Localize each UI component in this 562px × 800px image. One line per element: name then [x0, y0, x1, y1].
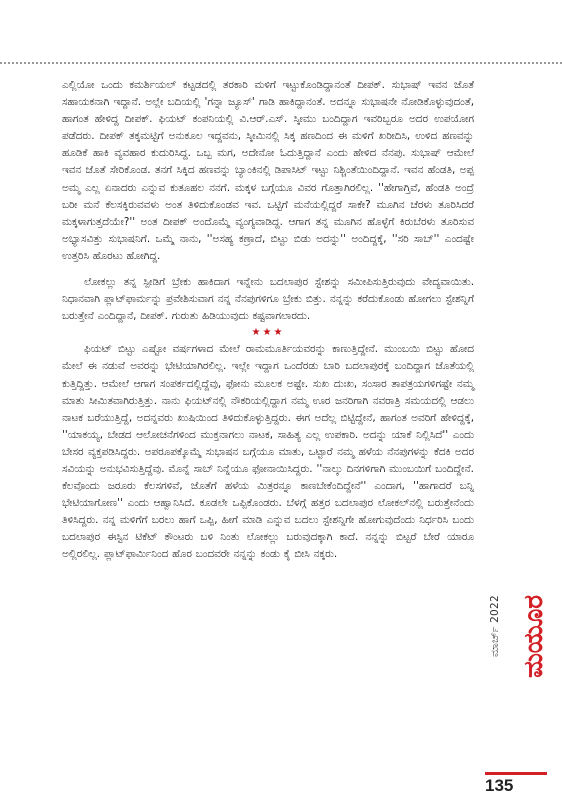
issue-date: ಮಾರ್ಚ್ 2022: [489, 595, 501, 657]
page-number-rule: [485, 772, 547, 775]
paragraph-3: ಫಿಯಟ್ ಬಿಟ್ಟು ಎಷ್ಟೋ ವರ್ಷಗಳಾದ ಮೇಲೆ ರಾಮಮೂರ್ತಿಯವರನ್ನು ಕಾಣುತ್ತಿದ್ದೇನೆ. ಮುಂಬಯಿ ಬಿಟ್ಟು ಹೋದ ಮೇಲೆ ಈ ನಡುವೆ ಅವರನ್ನು ಭೇಟಿಯಾಗಿರಲಿಲ್ಲ. ಇಲ್ಲೇ ಇದ್ದಾಗ ಒಂದೆರಡು ಬಾರಿ ಬದಲಾಪುರಕ್ಕೆ ಬಂದಿದ್ದಾಗ ಜೊತೆಯಲ್ಲಿ ಕುತ್ತಿದ್ದಿತ್ತು. ಆಮೇಲೆ ಆಗಾಗ ಸಂಪರ್ಕದಲ್ಲಿದ್ದೆವು, ಫೋನು ಮೂಲಕ ಅಷ್ಟೇ. ಸುಖ ದುಃಖ, ಸಂಸಾರ ತಾಪತ್ರಯಗಳಿಗಷ್ಟೇ ನಮ್ಮ ಮಾತು ಸೀಮಿತವಾಗಿರುತ್ತಿತ್ತು. ನಾನು ಫಿಯಟ್‌ನಲ್ಲಿ ನೌಕರಿಯಲ್ಲಿದ್ದಾಗ ನಮ್ಮ ಊರ ಜನರಿಗಾಗಿ ನವರಾತ್ರಿ ಸಮಯದಲ್ಲಿ ಆಡಲು ನಾಟಕ ಬರೆಯುತ್ತಿದ್ದೆ, ಅದನ್ನವರು ಖುಷಿಯಿಂದ ತಿಳಿದುಕೊಳ್ಳುತ್ತಿದ್ದರು. ಈಗ ಅದೆಲ್ಲ ಬಿಟ್ಟಿದ್ದೇನೆ, ಹಾಗಂತ ಅವರಿಗೆ ಹೇಳಿದ್ದಕ್ಕೆ, ''ಯಾಕಯ್ಯ, ಬೇಡದ ಆಲೋಚನೆಗಳಿಂದ ಮುಕ್ತನಾಗಲು ನಾಟಕ, ಸಾಹಿತ್ಯ ಎಲ್ಲ ಉಪಕಾರಿ. ಅದನ್ನು ಯಾಕೆ ನಿಲ್ಲಿಸಿದೆ'' ಎಂದು ಬೇಸರ ವ್ಯಕ್ತಪಡಿಸಿದ್ದರು. ಅಪರೂಪಕ್ಕೊಮ್ಮೆ ಸುಭಾಷನ ಬಗ್ಗೆಯೂ ಮಾತು, ಒಟ್ಟಾರೆ ನಮ್ಮ ಹಳೆಯ ನೆನಪುಗಳನ್ನು ಕೆದಕಿ ಅದರ ಸವಿಯನ್ನು ಅನುಭವಿಸುತ್ತಿದ್ದೆವು. ಮೊನ್ನೆ ಸಾಬ್ ನಿನ್ನೆಯೂ ಫೋನಾಯಿಸಿದ್ದರು. ''ನಾಲ್ಕು ದಿನಗಳಿಗಾಗಿ ಮುಂಬಯಿಗೆ ಬಂದಿದ್ದೇನೆ. ಕೆಲವೊಂದು ಜರೂರು ಕೆಲಸಗಳಿವೆ, ಜೊತೆಗೆ ಹಳೆಯ ಮಿತ್ರರನ್ನೂ ಕಾಣಬೇಕೆಂದಿದ್ದೇನೆ'' ಎಂದಾಗ, ''ಹಾಗಾದರೆ ಬನ್ನಿ ಭೇಟಿಯಾಗೋಣ'' ಎಂದು ಆಹ್ವಾನಿಸಿದೆ. ಕೂಡಲೇ ಒಪ್ಪಿಕೊಂಡರು. ಬೆಳಗ್ಗೆ ಹತ್ತರ ಬದಲಾಪುರ ಲೋಕಲ್‌ನಲ್ಲಿ ಬರುತ್ತೇನೆಂದು ತಿಳಿಸಿದ್ದರು. ನನ್ನ ಮಳಿಗೆಗೆ ಬರಲು ಹಾಗೆ ಒಪ್ಪಿ, ಹೀಗೆ ಮಾಡಿ ಎನ್ನುವ ಬದಲು ಸ್ಟೇಶನ್ನಿಗೇ ಹೋಗುವುದೆಂದು ನಿರ್ಧರಿಸಿ ಬಂದು ಬದಲಾಪುರ ಈಸ್ಟಿನ ಟಿಕೆಟ್ ಕೌಂಟರು ಬಳಿ ನಿಂತು ಲೋಕಲ್ಲು ಬರುವುದಕ್ಕಾಗಿ ಕಾದೆ. ನನ್ನನ್ನು ಬಿಟ್ಟರೆ ಬೇರೆ ಯಾರೂ ಅಲ್ಲಿರಲಿಲ್ಲ. ಪ್ಲಾಟ್‌ಫಾರ್ಮಿನಿಂದ ಹೊರ ಬಂದವರೇ ನನ್ನನ್ನು ಕಂಡು ಕೈ ಬೀಸಿ ನಕ್ಕರು.: [62, 343, 474, 561]
magazine-sidebar: [485, 585, 555, 775]
article-body: [62, 77, 474, 564]
paragraph-1: ಎಲ್ಲಿಯೋ ಒಂದು ಕಮರ್ಶಿಯಲ್ ಕಟ್ಟಡದಲ್ಲಿ ತರಕಾರಿ ಮಳಿಗೆ ಇಟ್ಟುಕೊಂಡಿದ್ದಾನಂತೆ ದೀಪಕ್. ಸುಭಾಷ್ ಇವನ ಜೊತೆ ಸಹಾಯಕನಾಗಿ ಇದ್ದಾನೆ. ಅಲ್ಲೇ ಬದಿಯಲ್ಲಿ 'ಗನ್ನಾ ಜ್ಯೂಸ್' ಗಾಡಿ ಹಾಕಿದ್ದಾನಂತೆ. ಅದನ್ನೂ ಸುಭಾಷನೇ ನೋಡಿಕೊಳ್ಳುವುದಂತೆ, ಹಾಗಂತ ಹೇಳಿದ್ದ ದೀಪಕ್. ಫಿಯಟ್ ಕಂಪನಿಯಲ್ಲಿ ವಿ.ಆರ್.ಎಸ್. ಸ್ಕೀಮು ಬಂದಿದ್ದಾಗ ಇವರಿಬ್ಬರೂ ಅದರ ಉಪಯೋಗ ಪಡೆದರು. ದೀಪಕ್ ತಕ್ಕಮಟ್ಟಿಗೆ ಅನುಕೂಲ ಇದ್ದವನು, ಸ್ಕೀಮಿನಲ್ಲಿ ಸಿಕ್ಕ ಹಣದಿಂದ ಈ ಮಳಿಗೆ ಖರೀದಿಸಿ, ಉಳಿದ ಹಣವನ್ನು ಹೂಡಿಕೆ ಹಾಕಿ ವ್ಯವಹಾರ ಕುದುರಿಸಿದ್ದ. ಒಬ್ಬ ಮಗ, ಅದೇನೋ ಓದುತ್ತಿದ್ದಾನೆ ಎಂದು ಹೇಳಿದ ನೆನಪು. ಸುಭಾಷ್ ಆಮೇಲೆ ಇವನ ಜೊತೆ ಸೇರಿಕೊಂಡ. ತನಗೆ ಸಿಕ್ಕಿದ ಹಣವನ್ನು ಬ್ಯಾಂಕಿನಲ್ಲಿ ಡಿಪಾಸಿಟ್ ಇಟ್ಟು ನಿಶ್ಚಿಂತೆಯಿಂದಿದ್ದಾನೆ. ಇವನ ಹೆಂಡತಿ, ಅಪ್ಪ ಅಮ್ಮ ಎಲ್ಲ ಏನಾದರು ಎನ್ನುವ ಕುತೂಹಲ ನನಗೆ. ಮಕ್ಕಳ ಬಗ್ಗೆಯೂ ವಿವರ ಗೊತ್ತಾಗಿರಲಿಲ್ಲ. ''ಹೇಗಾಗ್ತಿವೆ, ಹೆಂಡತಿ ಅಂದ್ರೆ ಬರೀ ಮನೆ ಕೆಲಸಕ್ಕಿರುವವಳು ಅಂತ ತಿಳಿದುಕೊಂಡವ ಇವ. ಒಟ್ಟಿಗೆ ಮನೆಯಲ್ಲಿದ್ದರೆ ಸಾಕೇ? ಮೂಗಿನ ಚೆರಳು ತೂರಿಸಿದರೆ ಮಕ್ಕಳಾಗುತ್ತದೆಯೇ?'' ಅಂತ ದೀಪಕ್ ಅಂದೊಮ್ಮೆ ವ್ಯಂಗ್ಯವಾಡಿದ್ದ. ಆಗಾಗ ತನ್ನ ಮೂಗಿನ ಹೊಳ್ಳೆಗೆ ಕಿರುಬೆರಳು ತೂರಿಸುವ ಅಭ್ಯಾಸವಿತ್ತು ಸುಭಾಷನಿಗೆ. ಒಮ್ಮೆ ನಾನು, ''ಅಸಹ್ಯ ಕಣ್ರಾದೆ, ಬಿಟ್ಟು ಬಿಡು ಅದನ್ನು'' ಅಂದಿದ್ದಕ್ಕೆ, ''ಸರಿ ಸಾಬ್'' ಎಂದಷ್ಟೇ ಉತ್ತರಿಸಿ ಹೊರಟು ಹೋಗಿದ್ದ.: [62, 79, 474, 262]
paragraph-2: ಲೋಕಲ್ಲು ತನ್ನ ಸ್ಪೀಡಿಗೆ ಬ್ರೇಕು ಹಾಕಿದಾಗ ಇನ್ನೇನು ಬದಲಾಪುರ ಸ್ಟೇಶನ್ನು ಸಮೀಪಿಸುತ್ತಿರುವುದು ವೇದ್ಯವಾಯಿತು. ನಿಧಾನವಾಗಿ ಪ್ಲಾಟ್‌ಫಾರ್ಮನ್ನು ಪ್ರವೇಶಿಸುವಾಗ ನನ್ನ ನೆನಪುಗಳಿಗೂ ಬ್ರೇಕು ಬಿತ್ತು. ನನ್ನನ್ನು ಕರೆದುಕೊಂಡು ಹೋಗಲು ಸ್ಟೇಶನ್ನಿಗೆ ಬರುತ್ತೇನೆ ಎಂದಿದ್ದಾನೆ, ದೀಪಕ್. ಗುರುತು ಹಿಡಿಯುವುದು ಕಷ್ಟವಾಗಲಾರದು.: [62, 276, 474, 323]
magazine-logo: ಮಯೂರ: [519, 595, 549, 678]
section-separator: ★★★: [251, 327, 285, 339]
top-dotted-rule: [0, 62, 562, 64]
page-number: 135: [485, 776, 514, 795]
